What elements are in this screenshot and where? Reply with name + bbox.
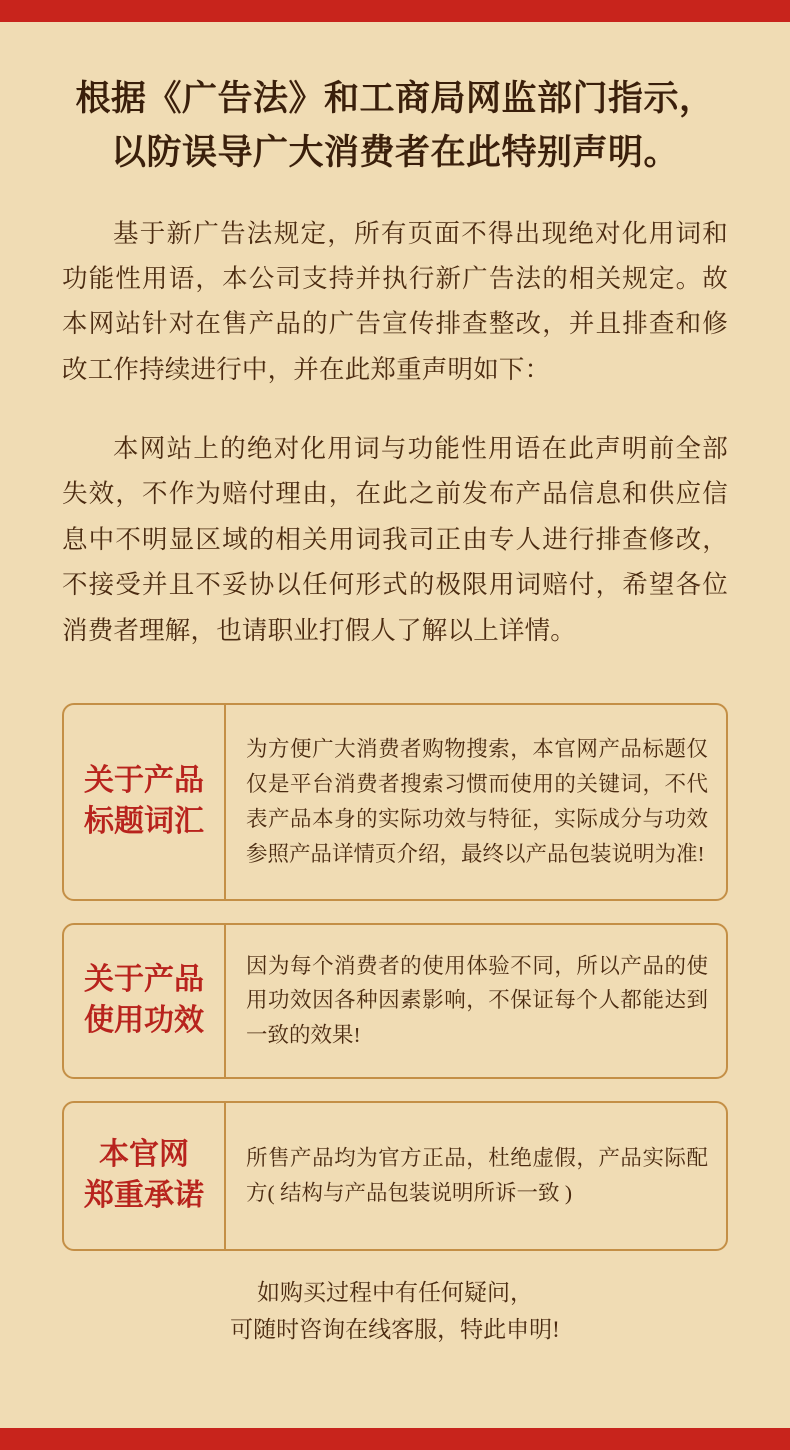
statement-card-title (64, 1103, 226, 1249)
bottom-red-band (0, 1428, 790, 1450)
content-sheet (0, 22, 790, 1428)
statement-card-title-line-2: 标题词汇 (84, 804, 204, 838)
paragraph-one: 基于新广告法规定，所有页面不得出现绝对化用词和功能性用语，本公司支持并执行新广告法的相关规定。故本网站针对在售产品的广告宣传排查整改，并且排查和修改工作持续进行中，并在此郑重声明如下： (62, 218, 728, 384)
statement-card-title-line-1: 本官网 (99, 1138, 189, 1172)
statement-card-official-promise (62, 1101, 728, 1251)
statement-card-body: 为方便广大消费者购物搜索，本官网产品标题仅仅是平台消费者搜索习惯而使用的关键词，不代表产品本身的实际功效与特征，实际成分与功效参照产品详情页介绍，最终以产品包装说明为准! (246, 737, 708, 866)
page-title-line-1: 根据《广告法》和工商局网监部门指示， (75, 79, 715, 118)
statement-card-title-line-1: 关于产品 (84, 963, 204, 997)
footer-note-line-2: 可随时咨询在线客服，特此申明! (230, 1316, 560, 1342)
statement-card-title-line-1: 关于产品 (84, 764, 204, 798)
statement-card-title-line-2: 郑重承诺 (84, 1178, 204, 1212)
page-title (62, 22, 728, 181)
page-title-line-2: 以防误导广大消费者在此特别声明。 (110, 133, 679, 173)
statement-card-title (64, 705, 226, 899)
statement-card-list (62, 703, 728, 1251)
statement-card-title-line-2: 使用功效 (84, 1003, 204, 1037)
top-red-band (0, 0, 790, 22)
statement-card-product-efficacy (62, 923, 728, 1079)
statement-card-body: 所售产品均为官方正品，杜绝虚假，产品实际配方( 结构与产品包装说明所诉一致 ) (246, 1146, 708, 1205)
footer-note (62, 1275, 728, 1349)
paragraph-two: 本网站上的绝对化用词与功能性用语在此声明前全部失效，不作为赔付理由，在此之前发布产品信息和供应信息中不明显区域的相关用词我司正由专人进行排查修改，不接受并且不妥协以任何形式的极限用词赔付，希望各位消费者理解，也请职业打假人了解以上详情。 (62, 434, 728, 645)
statement-card-product-title (62, 703, 728, 901)
footer-note-line-1: 如购买过程中有任何疑问， (257, 1279, 533, 1305)
statement-card-body: 因为每个消费者的使用体验不同，所以产品的使用功效因各种因素影响，不保证每个人都能达到一致的效果! (246, 953, 708, 1048)
statement-card-title (64, 925, 226, 1077)
